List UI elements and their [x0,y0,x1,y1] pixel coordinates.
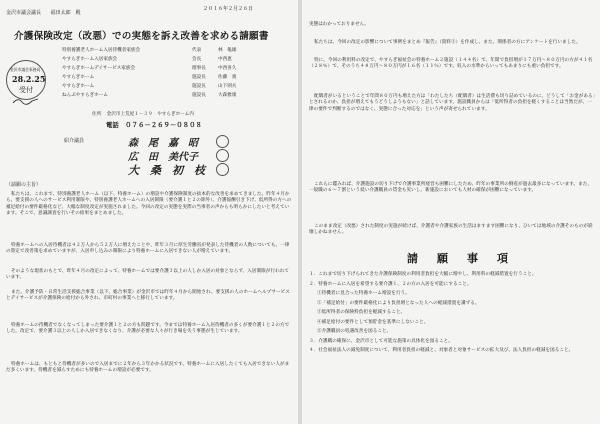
paragraph: そのような現状のもとで、昨年４月の改定によって、特養ホームでは要介護３以上の人しか入居の対象とならず、入居制限が行われています。 [6,269,290,281]
paragraph: 私たちは、今回の改定の影響について事例をまとめ『報告』（資料③）を作成し、また、関係者の方にアンケートを行いました。 [314,40,581,45]
petitioner-org: やすらぎホームデイサービス家族会 [62,66,136,71]
handwritten-mark-icon [12,96,40,106]
stamp-handwritten [12,96,40,108]
petition-item: ２．特養ホームに入居を希望する要介護１、２の方の入居を可能にすること。 [309,281,472,287]
section-heading: （請願の主旨） [6,182,42,188]
petitioner-name: 林 亀雄 [218,48,237,53]
paragraph: 特養ホームは、もともと待機者が多いので入居までに２年から３年かかる状況です。特養ホームに入居したくても入居できない人がまだ多くいます。待機者を減らすためにも特養ホームの増設が必要です。 [6,362,290,374]
petitioner-role: 理事長 [192,66,206,71]
addressee [6,10,81,17]
petitioner-org: やすらぎホーム [62,75,95,80]
signature-3: 大 桑 初 枝 [128,164,205,177]
continuation-line: 実態はわかっておりません。 [309,22,369,27]
petitioner-role: 施設長 [192,93,206,98]
address-value: 金沢市上荒屋１－３９ やすらぎホーム内 [106,112,194,117]
addressee-name: 福田太郎 殿 [50,10,81,16]
petition-item: ①待機者に見合った特養ホーム増設を行う。 [317,291,410,296]
petition-item: ３．介護職の確保に、金沢市として可能な施策の具体化を図ること。 [309,338,453,344]
petition-items-heading: 請 願 事 項 [407,252,512,265]
petitioner-org: ねんぷやすらぎホーム [62,93,108,98]
petitioner-name: 山下則夫 [218,84,237,89]
seal-3 [216,163,229,176]
petitioner-role: 代表 [192,48,202,53]
left-page [0,0,296,424]
introducer-label: 紹介議員 [64,138,85,144]
signature-2: 広 田 美代子 [128,152,198,163]
address-label: 住所 [92,112,102,117]
seal-2 [216,149,229,162]
document-title: 介護保険改定（改悪）での実態を訴え改善を求める請願書 [14,31,269,42]
petitioner-role: 施設長 [192,84,206,89]
paragraph: 配偶者がいるということで年間８０万円も増えた方は「わたしたち（配偶者）は生活費も切り詰めているのに、どうして「お金がある」とされるのか、負担が増えてもうどうしようもない」と話しています。施設職員からは「低所得者の負担を軽くすることは当然だが、一律の要件で判断するのではなく、実態に合った対応を」という声が寄せられています。 [309,94,595,112]
petitioner-org: やすらぎホーム [62,84,95,89]
petition-item: ④補足給付の要件として預貯金を基準にしないこと。 [317,319,429,325]
telephone: 電話 ０７６－２６９－０８０８ [106,121,202,129]
petitioner-org: やすらぎホーム入居家族会 [62,57,118,62]
received-stamp [6,60,46,100]
stamp-org: 金沢市議会事務局 [10,67,41,72]
petition-item: １．これまで切り下げられてきた介護保険制度の利用者負担を大幅に増やし、利用料の軽減措置を行うこと。 [309,272,537,277]
paragraph: 特養ホームの待機者でなくなってしまった要介護１と２の方も問題です。今までは特養ホーム入居待機者の多くが要介護１と２の方でした。改定で、要介護３以上の人しか入居できなくなり、介護が必要な人々が行き場を失う事態が生じています。 [6,323,290,335]
document-date: ２０１６年２月２６日 [203,6,254,12]
petitioner-role: 施設長 [192,75,206,80]
petition-item: ４．社会福祉法人の減免制度について、利用者負担の軽減と、対象者と対象サービスの拡大及び、法人負担の軽減を図ること。 [309,348,574,353]
stamp-date: 28.2.25 [12,74,46,84]
paragraph: また、介護予防・日常生活支援総合事業（以下、総合事業）が金沢市では昨年４月から開始され、要支援の人のホームヘルプサービスとデイサービスが介護保険の給付から外され、市町村の事業へと移行しています。 [6,290,290,302]
address-line [92,112,194,118]
paragraph: 私たちは、これまで、特別養護老人ホーム（以下、特養ホーム）の増設や介護保険制度の抜本的な改善を求めてきました。昨年４月から、要支援の人へのサービス利用制限や、特別養護老人ホームへの入居制限（要介護１と２の除外）、介護報酬引き下げ、低所得の方への補足給付の要件厳格化など、大幅な制度改定が実施されました。今回の改定の実態を実際の当事者の声からも明らかにしたいと考えています。そこで、意識調査を行いその結果をまとめました。 [6,192,292,216]
page-fold [298,0,302,424]
stamp-received-label: 受付 [19,86,33,94]
petitioner-name: 中西喜久 [218,66,237,71]
petition-item: ③低所得者の保険料負担を軽減すること。 [317,310,406,315]
addressee-org: 金沢市議会議長 [6,10,42,16]
paragraph: 特に、今回の利用料の改定で、やすらぎ福祉会の特養ホーム２施設（１４４名）で、年間で負担増が１７万円〜８０万円の方が４１名（２８％）で、そのうち４８万円〜８０万円が１６名（１１％）です。収入の水準からいってもあまりにも重い負担です。 [309,58,593,70]
petitioner-name: 佐藤 義 [218,75,237,80]
seal-1 [216,135,229,148]
petitioner-role: 会長 [192,57,202,62]
petitioner-name: 中西恵 [218,57,232,62]
signature-1: 森 尾 嘉 昭 [128,138,198,149]
paragraph: これらに鑑みれば、介護施設の切り下げで介護事業所経営も困難にしたため、昨年の事業所の倒産が過去最多になっています。また、一般職の６〜７割という低い介護職員の賃金も災いし、新施設においても人材の確保が困難になっています。 [309,182,593,194]
petition-item: ②「補足給付」の要件厳格化により負担増となった人への軽減措置を講ずる。 [317,300,480,306]
paragraph: 特養ホームへの入居待機者は４２万人から５２万人に増えたことや、昨年３月に厚生労働省が発表した待機者の人数についても、一律の算定で改善策を求めていますが、入居申し込みの制限により特養ホームに入居できない人が増えています。 [6,243,290,255]
petitioner-org: 特別養護老人ホーム入居待機者家族会 [62,48,141,53]
paragraph: このまま改定（改悪）された制度の実施が続けば、介護者や介護家族の生活はますます困難になり、ひいては地域の介護そのものが崩壊しかねません。 [309,224,593,236]
petition-item: ⑤介護職員の処遇改善を図ること。 [317,329,392,334]
petitioner-name: 大森雅康 [218,93,237,98]
